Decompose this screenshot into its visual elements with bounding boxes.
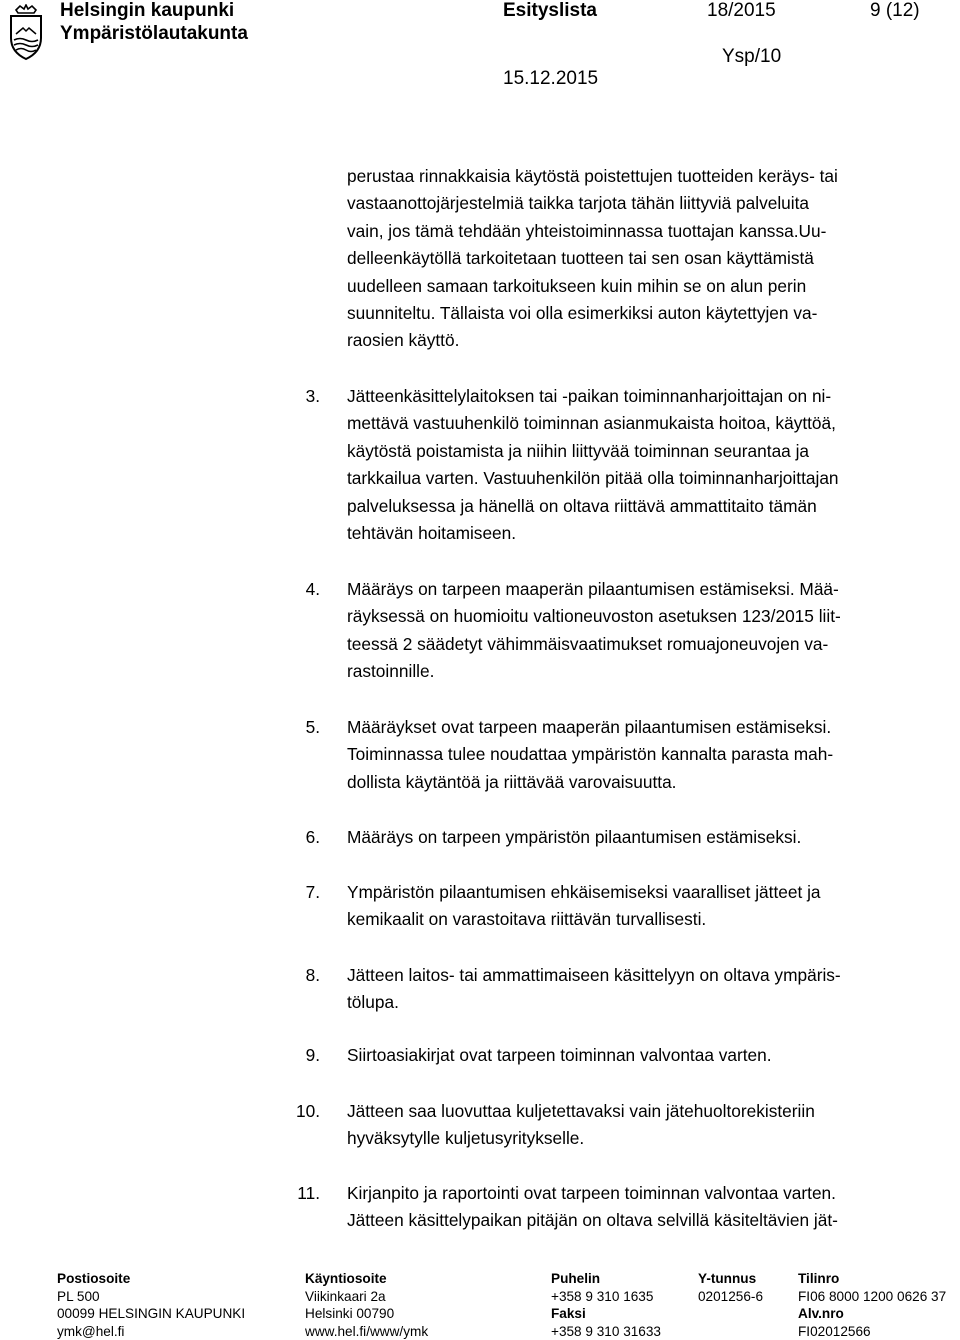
list-item-line: Jätteenkäsittelylaitoksen tai -paikan toiminnanharjoittajan on ni- [347,383,947,410]
intro-line: delleenkäytöllä tarkoitetaan tuotteen tai sen osan käyttämistä [347,245,947,272]
list-item-line: Kirjanpito ja raportointi ovat tarpeen toiminnan valvontaa varten. [347,1180,947,1207]
meeting-date: 15.12.2015 [503,68,598,90]
list-item-line: Määräys on tarpeen ympäristön pilaantumisen estämiseksi. [347,824,947,851]
intro-line: uudelleen samaan tarkoitukseen kuin mihin se on alun perin [347,273,947,300]
list-item-line: Siirtoasiakirjat ovat tarpeen toiminnan valvontaa varten. [347,1042,947,1069]
footer-heading: Tilinro [798,1270,946,1288]
footer-visiting-address [305,1270,428,1340]
footer-heading: Faksi [551,1305,661,1323]
board-name: Ympäristölautakunta [60,23,248,45]
footer-business-id [698,1270,763,1305]
list-item-line: Jätteen laitos- tai ammattimaiseen käsittelyyn on oltava ympäris- [347,962,947,989]
list-item-line: rastoinnille. [347,658,947,685]
list-item-number: 8. [306,962,320,989]
footer-account [798,1270,946,1340]
list-item-line: kemikaalit on varastoitava riittävän turvallisesti. [347,906,947,933]
list-item-line: tehtävän hoitamiseen. [347,520,947,547]
intro-line: raosien käyttö. [347,327,947,354]
intro-line: vain, jos tämä tehdään yhteistoiminnassa tuottajan kanssa.Uu- [347,218,947,245]
list-item-line: tarkkailua varten. Vastuuhenkilön pitää olla toiminnanharjoittajan [347,465,947,492]
list-item-number: 5. [306,714,320,741]
footer-heading: Postiosoite [57,1270,245,1288]
intro-line: perustaa rinnakkaisia käytöstä poistettujen tuotteiden keräys- tai [347,163,947,190]
agenda-item-reference: Ysp/10 [722,46,781,68]
list-item-line: Määräys on tarpeen maaperän pilaantumisen estämiseksi. Mää- [347,576,947,603]
footer-heading: Y-tunnus [698,1270,763,1288]
footer-email[interactable]: ymk@hel.fi [57,1323,245,1340]
list-item-line: Ympäristön pilaantumisen ehkäisemiseksi vaaralliset jätteet ja [347,879,947,906]
footer-line: 00099 HELSINGIN KAUPUNKI [57,1305,245,1323]
footer-line: +358 9 310 1635 [551,1288,661,1306]
footer-line: FI06 8000 1200 0626 37 [798,1288,946,1306]
list-item-line: Määräykset ovat tarpeen maaperän pilaantumisen estämiseksi. [347,714,947,741]
page-number: 9 (12) [870,0,920,22]
intro-line: vastaanottojärjestelmiä taikka tarjota tähän liittyviä palveluita [347,190,947,217]
intro-paragraph [347,163,947,355]
list-item-number: 4. [306,576,320,603]
list-item-line: Toiminnassa tulee noudattaa ympäristön kannalta parasta mah- [347,741,947,768]
list-item-line: räyksessä on huomioitu valtioneuvoston asetuksen 123/2015 liit- [347,603,947,630]
footer-postal-address [57,1270,245,1340]
footer-line: +358 9 310 31633 [551,1323,661,1340]
list-item-line: teessä 2 säädetyt vähimmäisvaatimukset romuajoneuvojen va- [347,631,947,658]
helsinki-coat-of-arms-logo [6,4,46,64]
document-number: 18/2015 [707,0,776,22]
list-item-number: 9. [306,1042,320,1069]
organization-name: Helsingin kaupunki [60,0,234,22]
footer-line: 0201256-6 [698,1288,763,1306]
list-item-line: palveluksessa ja hänellä on oltava riittävä ammattitaito tämän [347,493,947,520]
footer-heading: Puhelin [551,1270,661,1288]
list-item-line: Jätteen käsittelypaikan pitäjän on oltava selvillä käsiteltävien jät- [347,1207,947,1234]
list-item-number: 10. [296,1098,320,1125]
list-item-number: 6. [306,824,320,851]
document-type: Esityslista [503,0,597,22]
list-item-number: 3. [306,383,320,410]
list-item-line: Jätteen saa luovuttaa kuljetettavaksi vain jätehuoltorekisteriin [347,1098,947,1125]
footer-website-link[interactable]: www.hel.fi/www/ymk [305,1323,428,1340]
footer-heading: Käyntiosoite [305,1270,428,1288]
list-item-line: käytöstä poistamista ja niihin liittyvää toiminnan seurantaa ja [347,438,947,465]
footer-line: PL 500 [57,1288,245,1306]
list-item-line: dollista käytäntöä ja riittävää varovaisuutta. [347,769,947,796]
footer-phone [551,1270,661,1340]
footer-heading: Alv.nro [798,1305,946,1323]
list-item-line: hyväksytylle kuljetusyritykselle. [347,1125,947,1152]
intro-line: suunniteltu. Tällaista voi olla esimerkiksi auton käytettyjen va- [347,300,947,327]
footer-line: Viikinkaari 2a [305,1288,428,1306]
list-item-number: 7. [306,879,320,906]
list-item-line: tölupa. [347,989,947,1016]
footer-line: FI02012566 [798,1323,946,1340]
footer-line: Helsinki 00790 [305,1305,428,1323]
list-item-line: mettävä vastuuhenkilö toiminnan asianmukaista hoitoa, käyttöä, [347,410,947,437]
list-item-number: 11. [297,1180,320,1207]
